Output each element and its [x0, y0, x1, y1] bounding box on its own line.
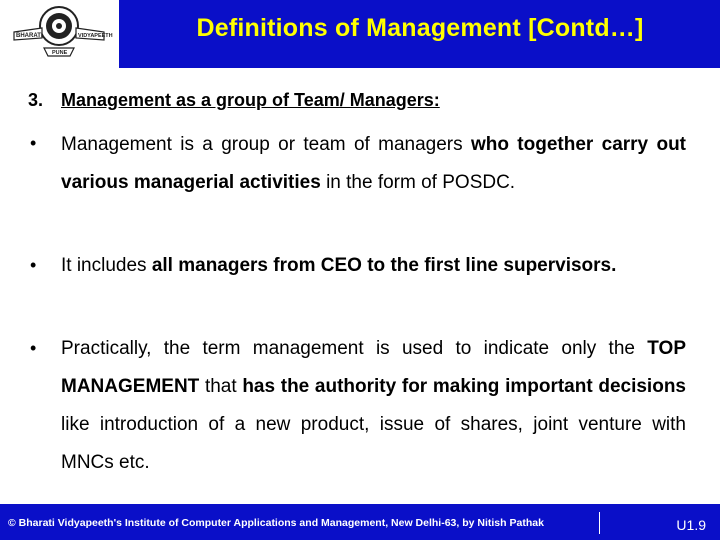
bullet-2-part: all managers from CEO to the first line supervisors. — [151, 255, 617, 276]
bullet-3-part: that — [199, 376, 243, 397]
bullet-1-part: Management is a group or team of managers — [61, 134, 471, 155]
slide-header — [0, 0, 720, 68]
section-number: 3. — [28, 90, 44, 110]
footer-copyright: © Bharati Vidyapeeth's Institute of Computer Applications and Management, New Delhi-63, by Nitish Pathak — [0, 512, 600, 534]
section-title: Management as a group of Team/ Managers: — [61, 90, 440, 110]
bullet-3-part: like introduction of a new product, issue of shares, joint venture with MNCs etc. — [61, 414, 686, 473]
institution-logo — [0, 0, 119, 68]
bullet-text-3 — [61, 330, 686, 482]
bullet-1-part: in the form of POSDC. — [320, 172, 516, 193]
bullet-3-part: TOP MANAGEMENT — [61, 338, 686, 397]
bullet-3-part: has the authority for making important decisions — [242, 376, 686, 397]
bullet-marker: • — [30, 133, 37, 153]
bullet-marker: • — [30, 338, 37, 358]
bullet-marker: • — [30, 255, 37, 275]
slide-footer — [0, 504, 720, 540]
slide-number: U1.9 — [676, 517, 706, 533]
slide-title: Definitions of Management [Contd…] — [196, 14, 644, 42]
logo-bottom-text: PUNE — [52, 50, 68, 56]
bullet-text-1 — [61, 126, 686, 202]
logo-left-text: BHARATI — [16, 33, 43, 39]
bullet-1-part: who together carry out various managerial activities — [61, 134, 687, 193]
bullet-2-part: It includes — [61, 255, 152, 276]
logo-right-text: VIDYAPEETH — [78, 33, 113, 39]
section-heading — [28, 90, 440, 111]
bullet-text-2 — [61, 247, 686, 285]
bullet-3-part: Practically, the term management is used to indicate only the — [61, 338, 648, 359]
